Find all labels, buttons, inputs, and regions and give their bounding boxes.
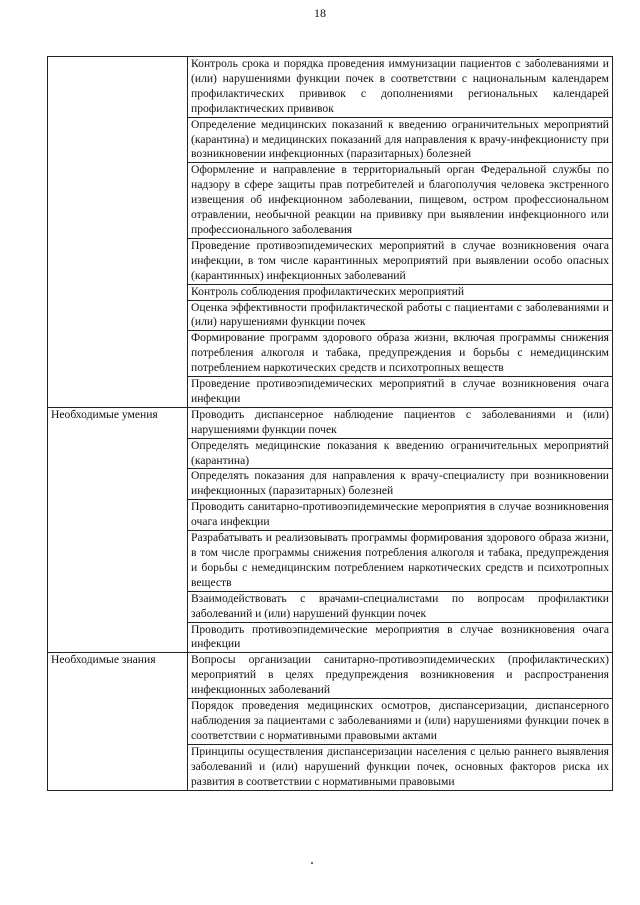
table-cell: Проведение противоэпидемических мероприятий в случае возникновения очага инфекции (188, 377, 613, 408)
table-cell: Порядок проведения медицинских осмотров, диспансеризации, диспансерного наблюдения за пациентами с заболеваниями и (или) нарушениями функции почек в соответствии с нормативными правовыми актами (188, 699, 613, 745)
table-cell: Разрабатывать и реализовывать программы формирования здорового образа жизни, в том числе программы снижения потребления алкоголя и табака, предупреждения и борьбы с немедицинским потреблением наркотических средств и психотропных веществ (188, 531, 613, 592)
requirements-table (47, 56, 613, 791)
table-cell: Принципы осуществления диспансеризации населения с целью раннего выявления заболеваний и (или) нарушений функции почек, основных факторов риска их развития в соответствии с нормативными правовыми (188, 744, 613, 790)
table-cell: Вопросы организации санитарно-противоэпидемических (профилактических) мероприятий в целях предупреждения возникновения и распространения инфекционных заболеваний (188, 653, 613, 699)
section-label (48, 57, 188, 408)
table-cell: Определение медицинских показаний к введению ограничительных мероприятий (карантина) и медицинских показаний для направления к врачу-инфекционисту при возникновении инфекционных (паразитарных) болезней (188, 117, 613, 163)
section-label-skills: Необходимые умения (48, 407, 188, 653)
page-number: 18 (314, 6, 326, 20)
table-row (48, 407, 613, 438)
table-cell: Взаимодействовать с врачами-специалистами по вопросам профилактики заболеваний и (или) нарушений функции почек (188, 591, 613, 622)
section-label-knowledge: Необходимые знания (48, 653, 188, 790)
table-cell: Проводить противоэпидемические мероприятия в случае возникновения очага инфекции (188, 622, 613, 653)
table-cell: Оформление и направление в территориальный орган Федеральной службы по надзору в сфере защиты прав потребителей и благополучия человека экстренного извещения об инфекционном заболевании, пищевом, остром профессиональном отравлении, необычной реакции на прививку при выявлении инфекционного или профессионального заболевания (188, 163, 613, 239)
table-row (48, 57, 613, 118)
table-cell: Контроль срока и порядка проведения иммунизации пациентов с заболеваниями и (или) нарушениями функции почек в соответствии с национальным календарем профилактических прививок с дополнениями региональных календарей профилактических прививок (188, 57, 613, 118)
table-cell: Оценка эффективности профилактической работы с пациентами с заболеваниями и (или) нарушениями функции почек (188, 300, 613, 331)
table-cell: Формирование программ здорового образа жизни, включая программы снижения потребления алкоголя и табака, предупреждения и борьбы с немедицинским потреблением наркотических средств и психотропных веществ (188, 331, 613, 377)
table-cell: Определять медицинские показания к введению ограничительных мероприятий (карантина) (188, 438, 613, 469)
table-cell: Определять показания для направления к врачу-специалисту при возникновении инфекционных (паразитарных) болезней (188, 469, 613, 500)
table-cell: Контроль соблюдения профилактических мероприятий (188, 284, 613, 300)
table-cell: Проводить санитарно-противоэпидемические мероприятия в случае возникновения очага инфекции (188, 500, 613, 531)
table-cell: Проводить диспансерное наблюдение пациентов с заболеваниями и (или) нарушениями функции почек (188, 407, 613, 438)
scan-speck (311, 862, 313, 864)
table-row (48, 653, 613, 699)
table-cell: Проведение противоэпидемических мероприятий в случае возникновения очага инфекции, в том числе карантинных мероприятий при выявлении особо опасных (карантинных) инфекционных заболеваний (188, 238, 613, 284)
